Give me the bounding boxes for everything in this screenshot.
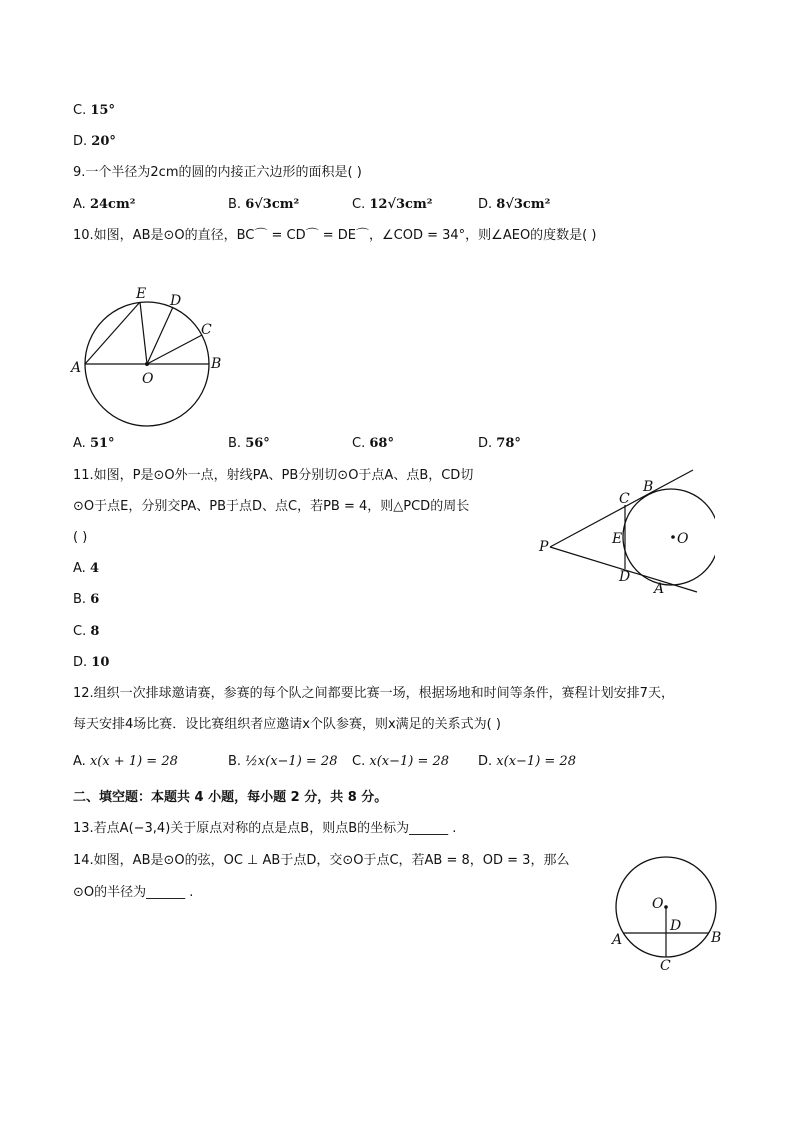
option-text: 8 (90, 624, 100, 639)
q11-option-d (73, 654, 109, 672)
q14-stem-line2: ⊙O的半径为______ . (73, 885, 194, 900)
q10-figure (68, 280, 228, 430)
q10-option-d (478, 435, 521, 453)
option-letter: C. (73, 624, 87, 639)
q9-option-d (478, 196, 550, 214)
option-letter: B. (228, 436, 242, 451)
label-p: P (539, 539, 549, 555)
label-d: D (670, 918, 682, 934)
option-letter: C. (352, 197, 366, 212)
option-text: 68° (369, 436, 394, 451)
option-letter: A. (73, 436, 86, 451)
label-o: O (652, 896, 664, 912)
q11-option-b (73, 591, 99, 609)
q10-option-a (73, 435, 115, 453)
option-letter: D. (73, 134, 88, 149)
center-dot (145, 362, 149, 366)
q11-option-a (73, 560, 99, 578)
q10-option-c (352, 435, 394, 453)
option-letter: D. (73, 655, 88, 670)
center-dot (671, 535, 675, 539)
option-letter: A. (73, 561, 86, 576)
q8-option-d (73, 133, 116, 151)
option-text: 12√3cm² (369, 197, 433, 212)
label-e: E (612, 531, 623, 547)
label-a: A (654, 581, 665, 595)
label-o: O (677, 531, 689, 547)
option-letter: B. (228, 197, 242, 212)
q11-figure (535, 465, 715, 595)
q12-stem-line1: 12.组织一次排球邀请赛，参赛的每个队之间都要比赛一场，根据场地和时间等条件，赛程计划安排7天， (73, 686, 674, 701)
q9-option-c (352, 196, 432, 214)
segment-oc (147, 335, 202, 364)
option-text: x(x−1) = 28 (369, 754, 450, 769)
label-c: C (660, 958, 671, 974)
option-letter: D. (478, 754, 493, 769)
option-text: 4 (89, 561, 99, 576)
q12-option-d (478, 753, 576, 771)
option-letter: C. (73, 103, 87, 118)
q13-stem: 13.若点A(−3,4)关于原点对称的点是点B，则点B的坐标为______ . (73, 821, 457, 836)
option-letter: B. (73, 592, 87, 607)
option-text: x(x + 1) = 28 (89, 754, 178, 769)
q11-stem-line2: ⊙O于点E，分别交PA、PB于点D、点C，若PB = 4，则△PCD的周长 (73, 499, 470, 514)
q10-option-b (228, 435, 270, 453)
label-a: A (612, 932, 623, 948)
label-c: C (201, 322, 212, 338)
option-text: x(x−1) = 28 (496, 754, 576, 769)
section-heading: 二、填空题：本题共 4 小题，每小题 2 分，共 8 分。 (73, 790, 388, 805)
center-dot (664, 905, 668, 909)
q11-stem-line1: 11.如图，P是⊙O外一点，射线PA、PB分别切⊙O于点A、点B，CD切 (73, 468, 474, 483)
option-text: ½x(x−1) = 28 (245, 754, 338, 769)
label-o: O (142, 371, 154, 387)
q12-option-a (73, 753, 178, 771)
option-text: 10 (91, 655, 110, 670)
label-b: B (211, 356, 222, 372)
option-letter: D. (478, 197, 493, 212)
q10-stem: 10.如图，AB是⊙O的直径，BC⌒ = CD⌒ = DE⌒，∠COD = 34°，则∠AEO的度数是( ) (73, 228, 597, 243)
option-text: 6 (90, 592, 100, 607)
option-text: 6√3cm² (245, 197, 300, 212)
option-text: 8√3cm² (496, 197, 551, 212)
option-text: 15° (90, 103, 115, 118)
option-text: 51° (89, 436, 115, 451)
option-letter: A. (73, 754, 86, 769)
q8-option-c (73, 102, 115, 120)
option-text: 24cm² (89, 197, 136, 212)
q12-stem-line2: 每天安排4场比赛．设比赛组织者应邀请x个队参赛，则x满足的关系式为( ) (73, 717, 501, 732)
label-b: B (643, 479, 654, 495)
option-letter: D. (478, 436, 493, 451)
q12-option-c (352, 753, 449, 771)
option-letter: C. (352, 436, 366, 451)
q9-stem: 9.一个半径为2cm的圆的内接正六边形的面积是( ) (73, 165, 362, 180)
option-text: 78° (496, 436, 521, 451)
circle (623, 489, 715, 585)
q9-option-b (228, 196, 299, 214)
option-letter: A. (73, 197, 86, 212)
label-a: A (71, 360, 82, 376)
segment-od (147, 307, 173, 364)
label-d: D (170, 293, 182, 309)
option-text: 20° (91, 134, 116, 149)
label-d: D (619, 569, 631, 585)
segment-oe (140, 302, 147, 364)
q11-option-c (73, 623, 99, 641)
label-b: B (711, 930, 722, 946)
q12-option-b (228, 753, 337, 771)
q11-stem-line3: ( ) (73, 530, 88, 545)
option-letter: C. (352, 754, 366, 769)
q9-option-a (73, 196, 135, 214)
q14-figure (605, 852, 735, 977)
label-c: C (619, 491, 630, 507)
option-text: 56° (245, 436, 270, 451)
q14-stem-line1: 14.如图，AB是⊙O的弦，OC ⊥ AB于点D，交⊙O于点C，若AB = 8，OD = 3，那么 (73, 853, 570, 868)
label-e: E (136, 286, 147, 302)
option-letter: B. (228, 754, 242, 769)
